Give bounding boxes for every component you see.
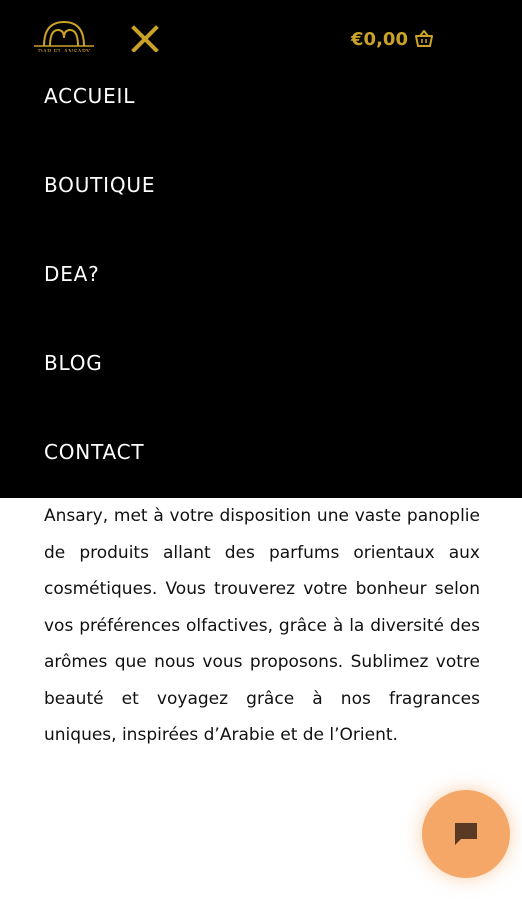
basket-icon xyxy=(414,30,434,48)
chat-button[interactable] xyxy=(422,790,510,878)
cart-total: €0,00 xyxy=(351,28,408,50)
mobile-menu xyxy=(0,52,522,498)
menu-item-dea[interactable]: DEA? xyxy=(44,262,100,286)
menu-item-boutique[interactable]: BOUTIQUE xyxy=(44,173,156,197)
menu-item-contact[interactable]: CONTACT xyxy=(44,440,145,464)
chat-bubble-icon xyxy=(451,819,481,849)
menu-item-accueil[interactable]: ACCUEIL xyxy=(44,84,136,108)
close-icon xyxy=(128,22,162,56)
brand-logo[interactable] xyxy=(28,16,100,56)
close-menu-button[interactable] xyxy=(128,22,162,56)
menu-item-blog[interactable]: BLOG xyxy=(44,351,103,375)
intro-paragraph: Ansary, met à votre disposition une vaste panoplie de produits allant des parfums orientaux aux cosmétiques. Vous trouverez votre bonheur selon vos préférences olfactives, grâce à la diversité des arômes que nous vous proposons. Sublimez votre beauté et voyagez grâce à nos fragrances uniques, inspirées d’Arabie et de l’Orient. xyxy=(44,506,480,745)
brand-logo-icon xyxy=(28,16,100,56)
